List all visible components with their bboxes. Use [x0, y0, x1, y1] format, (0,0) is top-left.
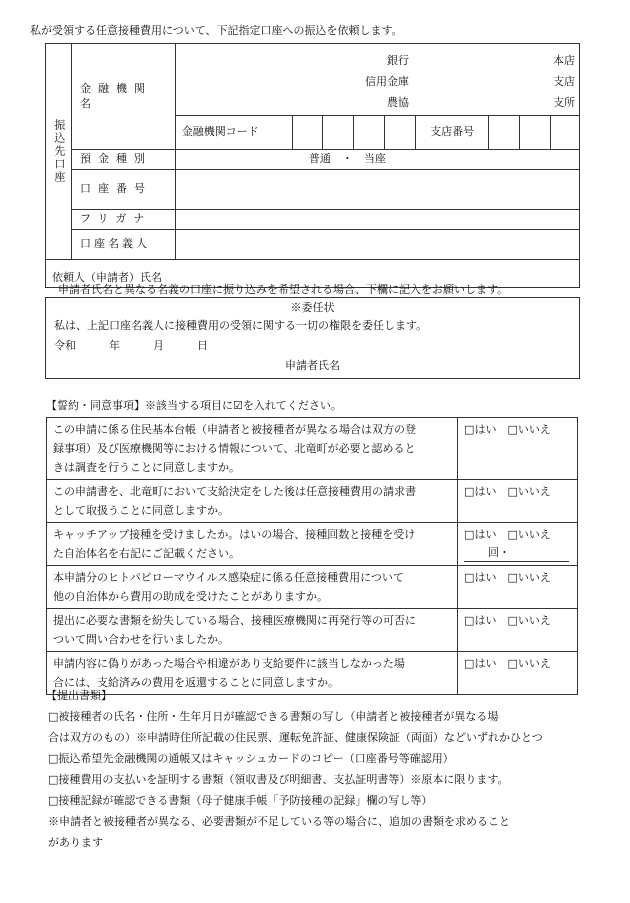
consent-question: 申請内容に偽りがあった場合や相違があり支給要件に該当しなかった場 合には、支給済みの費用を返還することに同意しますか。: [47, 652, 458, 695]
institution-code-label: 金融機関コード: [175, 116, 292, 150]
code-digit-3[interactable]: [354, 116, 385, 150]
branch-number-label: 支店番号: [416, 116, 489, 150]
yes-no-checkboxes[interactable]: □はい □いいえ: [464, 528, 551, 541]
delegation-body: 私は、上記口座名義人に接種費用の受領に関する一切の権限を委任します。: [54, 319, 428, 332]
code-digit-2[interactable]: [323, 116, 354, 150]
catchup-answer-cell: [458, 523, 578, 566]
document-note: ※申請者と被接種者が異なる、必要書類が不足している等の場合に、追加の書類を求めること: [48, 815, 510, 828]
intro-text: 私が受領する任意接種費用について、下記指定口座への振込を依頼します。: [30, 24, 403, 37]
documents-header: 【提出書類】: [46, 689, 112, 702]
yes-no-checkboxes[interactable]: □はい □いいえ: [458, 609, 578, 652]
institution-name-field[interactable]: [175, 44, 579, 116]
document-item: □被接種者の氏名・住所・生年月日が確認できる書類の写し（申請者と被接種者が異なる場: [48, 710, 499, 723]
furigana-field[interactable]: [175, 210, 579, 230]
consent-question: 提出に必要な書類を紛失している場合、接種医療機関に再発行等の可否に ついて問い合わせを行いましたか。: [47, 609, 458, 652]
consent-question: この申請書を、北竜町において支給決定をした後は任意接種費用の請求書 として取扱うことに同意しますか。: [47, 480, 458, 523]
suffix-bank: 銀行: [387, 54, 409, 67]
branch-digit-3[interactable]: [550, 116, 579, 150]
catchup-count-field[interactable]: 回・: [488, 546, 511, 559]
delegation-applicant-label: 申請者氏名: [285, 359, 340, 372]
consent-table: [46, 417, 578, 695]
consent-question: 本申請分のヒトパピローマウイルス感染症に係る任意接種費用について 他の自治体から費用の助成を受けたことがありますか。: [47, 566, 458, 609]
requester-name-label: 依頼人（申請者）氏名: [52, 271, 162, 284]
branch-digit-2[interactable]: [520, 116, 551, 150]
consent-row: [47, 652, 578, 695]
suffix-main-branch: 本店: [553, 54, 575, 67]
document-item: □接種費用の支払いを証明する書類（領収書及び明細書、支払証明書等）※原本に限ります。: [48, 773, 509, 786]
yes-no-checkboxes[interactable]: □はい □いいえ: [458, 480, 578, 523]
document-note: があります: [48, 836, 103, 849]
suffix-branch: 支店: [553, 75, 575, 88]
consent-row: [47, 566, 578, 609]
consent-row: [47, 418, 578, 480]
suffix-sub-branch: 支所: [553, 96, 575, 109]
consent-row: [47, 523, 578, 566]
document-item: 合は双方のもの）※申請時住所記載の住民票、運転免許証、健康保険証（両面）などいずれかひとつ: [48, 731, 543, 744]
institution-name-label: 金融機関名: [71, 44, 175, 150]
account-type-options[interactable]: 普通 ・ 当座: [175, 150, 579, 170]
bank-account-table: [45, 43, 580, 288]
consent-question: キャッチアップ接種を受けましたか。はいの場合、接種回数と接種を受け た自治体名を右記にご記載ください。: [47, 523, 458, 566]
delegation-box[interactable]: [45, 297, 580, 379]
yes-no-checkboxes[interactable]: □はい □いいえ: [458, 418, 578, 480]
account-type-label: 預金種別: [71, 150, 175, 170]
delegation-title: ※委任状: [290, 301, 335, 314]
account-number-field[interactable]: [175, 170, 579, 210]
branch-digit-1[interactable]: [489, 116, 520, 150]
yes-no-checkboxes[interactable]: □はい □いいえ: [458, 652, 578, 695]
account-holder-label: 口座名義人: [71, 229, 175, 259]
consent-row: [47, 609, 578, 652]
delegation-note: 申請者氏名と異なる名義の口座に振り込みを希望される場合、下欄に記入をお願いします。: [58, 283, 509, 296]
suffix-nokyo: 農協: [387, 96, 409, 109]
yes-no-checkboxes[interactable]: □はい □いいえ: [458, 566, 578, 609]
consent-question: この申請に係る住民基本台帳（申請者と被接種者が異なる場合は双方の登 録事項）及び医療機関等における情報について、北竜町が必要と認めると きは調査を行うことに同意しますか。: [47, 418, 458, 480]
account-holder-field[interactable]: [175, 229, 579, 259]
document-item: □接種記録が確認できる書類（母子健康手帳「予防接種の記録」欄の写し等）: [48, 794, 433, 807]
furigana-label: フリガナ: [71, 210, 175, 230]
consent-header: 【誓約・同意事項】※該当する項目に☑を入れてください。: [46, 399, 342, 412]
account-number-label: 口座番号: [71, 170, 175, 210]
consent-row: [47, 480, 578, 523]
code-digit-4[interactable]: [385, 116, 416, 150]
code-digit-1[interactable]: [292, 116, 323, 150]
suffix-shinkin: 信用金庫: [365, 75, 409, 88]
document-item: □振込希望先金融機関の通帳又はキャッシュカードのコピー（口座番号等確認用）: [48, 752, 454, 765]
delegation-date: 令和 年 月 日: [54, 339, 208, 352]
account-section-label: 振込先口座: [46, 44, 72, 260]
